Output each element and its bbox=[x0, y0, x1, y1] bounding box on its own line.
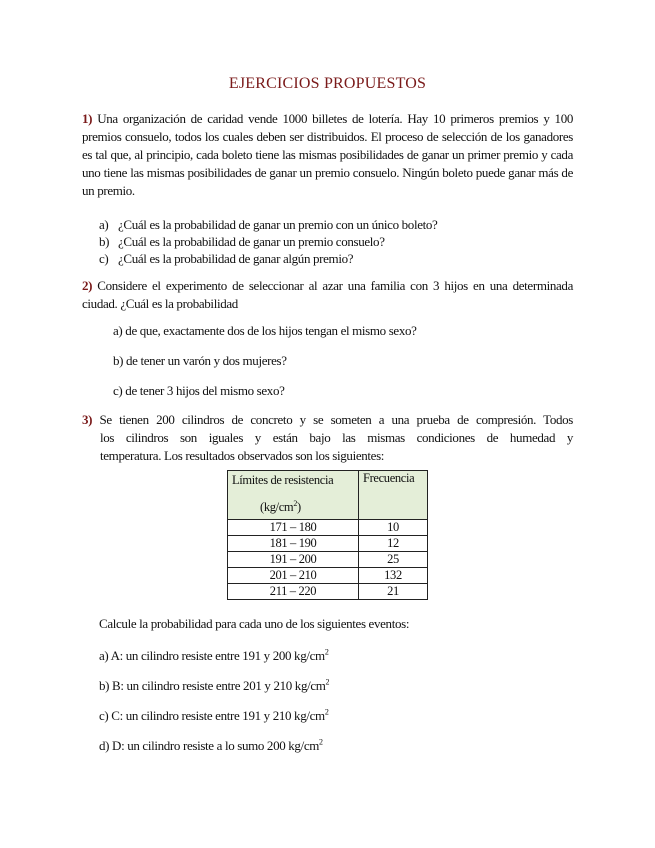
exercise-3-statement bbox=[82, 411, 573, 465]
exercise-3-line-2: los cilindros son iguales y están bajo las mismas condiciones de humedad y bbox=[100, 430, 573, 445]
exercise-1-question-a: a) ¿Cuál es la probabilidad de ganar un premio con un único boleto? bbox=[99, 217, 438, 232]
exercise-1-question-c: c) ¿Cuál es la probabilidad de ganar algún premio? bbox=[99, 251, 354, 266]
exercise-2-text: Considere el experimento de seleccionar al azar una familia con 3 hijos en una determinada ciudad. ¿Cuál es la probabilidad bbox=[82, 278, 573, 311]
exercise-2-question-c: c) de tener 3 hijos del mismo sexo? bbox=[113, 383, 285, 398]
exercise-3-event-b: b) B: un cilindro resiste entre 201 y 210 $kg/cm^2$ bbox=[99, 677, 330, 693]
table-row: 201 – 210 132 bbox=[228, 568, 428, 584]
exercise-3-event-d: d) D: un cilindro resiste a lo sumo 200 $kg/cm^2$ bbox=[99, 737, 323, 753]
table-header-row bbox=[228, 471, 428, 520]
table-row: 191 – 200 25 bbox=[228, 552, 428, 568]
table-row: 171 – 180 10 bbox=[228, 520, 428, 536]
table-row: 211 – 220 21 bbox=[228, 584, 428, 600]
exercise-2-question-a: a) de que, exactamente dos de los hijos tengan el mismo sexo? bbox=[113, 323, 417, 338]
exercise-1-question-b: b) ¿Cuál es la probabilidad de ganar un premio consuelo? bbox=[99, 234, 385, 249]
exercise-2-statement bbox=[82, 277, 573, 313]
resistance-frequency-table bbox=[227, 470, 428, 600]
exercise-3-line-3: temperatura. Los resultados observados son los siguientes: bbox=[100, 448, 385, 463]
page-title: EJERCICIOS PROPUESTOS bbox=[228, 75, 427, 92]
exercise-3-event-c: c) C: un cilindro resiste entre 191 y 210 $kg/cm^2$ bbox=[99, 707, 329, 723]
exercise-2-number: 2) bbox=[82, 278, 93, 293]
exercise-3-number: 3) bbox=[82, 412, 93, 427]
exercise-2-question-b: b) de tener un varón y dos mujeres? bbox=[113, 353, 287, 368]
header-frequency: Frecuencia bbox=[359, 471, 428, 520]
exercise-3-line-1: Se tienen 200 cilindros de concreto y se someten a una prueba de compresión. Todos bbox=[99, 412, 574, 427]
exercise-3-prompt: Calcule la probabilidad para cada uno de los siguientes eventos: bbox=[99, 616, 410, 631]
exercise-1-text: Una organización de caridad vende 1000 billetes de lotería. Hay 10 primeros premios y 100 premios consuelo, todos los cuales deben ser distribuidos. El proceso de selección de los ganadores es tal que, al principio, cada boleto tiene las mismas posibilidades de ganar un primer premio y cada uno tiene las mismas posibilidades de ganar un premio consuelo. Ningún boleto puede ganar más de un premio. bbox=[82, 111, 573, 198]
exercise-1-statement bbox=[82, 110, 573, 200]
exercise-1-number: 1) bbox=[82, 111, 93, 126]
table-row: 181 – 190 12 bbox=[228, 536, 428, 552]
exercise-3-event-a: a) A: un cilindro resiste entre 191 y 200 $kg/cm^2$ bbox=[99, 647, 329, 663]
exercise-1-questions bbox=[99, 216, 437, 267]
header-resistance-limits: Límites de resistencia $(kg/cm^2)$ bbox=[228, 471, 359, 520]
